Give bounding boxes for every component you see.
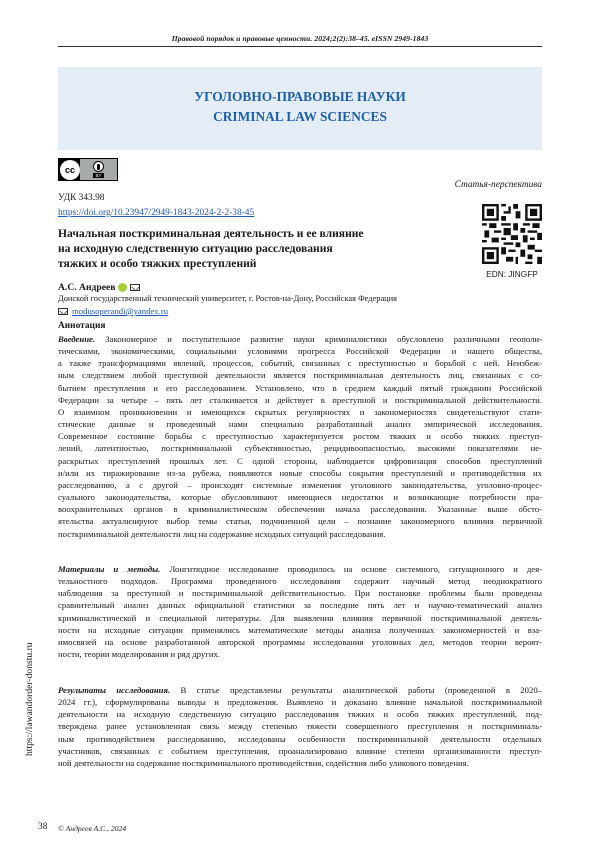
- qr-code-icon[interactable]: [482, 204, 542, 264]
- article-title: [58, 226, 403, 271]
- journal-url-vertical[interactable]: https://lawandorder-donstu.ru: [24, 642, 35, 756]
- abstract-results: Результаты исследования. В статье представлены результаты аналитической работы (проведенной в 2020– 2024 гг.), сформулированы выводы и предложения. Выявлено и доказано влияние начальной посткриминальной деятельности на исходную следственную ситуацию расследования тяжких и особо тяжких преступлений, под- тверждена ранее установленная связь между степенью тяжести совершенного преступления и посткриминаль- ным противодействием расследованию, исследованы особенности посткриминальной деятельности отдельных участников, связанных с событием преступления, проанализировано влияние степени организованности преступ- ной деятельности на содержание посткриминального противодействия, содействия либо уликового поведения.: [58, 685, 543, 768]
- email-link[interactable]: modusoperandi@yandex.ru: [72, 306, 169, 316]
- section-banner: [58, 67, 542, 150]
- email-line: [58, 306, 168, 316]
- article-type: Статья-перспектива: [454, 180, 542, 190]
- by-label: BY: [95, 173, 102, 178]
- udk-code: УДК 343.98: [58, 193, 105, 203]
- title-line: Начальная посткриминальная деятельность и ее влияние: [58, 227, 364, 240]
- cc-by-license-badge[interactable]: [58, 158, 118, 181]
- envelope-icon[interactable]: [130, 284, 140, 291]
- title-line: на исходную следственную ситуацию расследования: [58, 242, 333, 255]
- affiliation: Донской государственный технический университет, г. Ростов-на-Дону, Российская Федерация: [58, 294, 397, 303]
- author-name: А.С. Андреев: [58, 282, 116, 293]
- title-line: тяжких и особо тяжких преступлений: [58, 257, 257, 270]
- section-title-en: CRIMINAL LAW SCIENCES: [213, 109, 387, 124]
- section-title-ru: УГОЛОВНО-ПРАВОВЫЕ НАУКИ: [194, 89, 406, 104]
- envelope-icon: [58, 308, 68, 315]
- abstract-introduction: Введение. Закономерное и поступательное развитие науки криминалистики обусловлено различными геополи- тическими, экономическими, социальными условиями прогресса Российской Федерации и нашего общества, а также трансформациями явлений, процессов, событий, связанных с преступностью и борьбой с ней. Неизбеж- ным следствием любой преступной деятельности является посткриминальная деятельность лиц, связанных с со- бытием преступления и его расследованием. Установлено, что в среднем каждый пятый гражданин Российской Федерации за четыре – пять лет сталкивается и действует в преступной и посткриминальной действительности. О взаимном проникновении и имеющихся скрытых регулярностях и закономерностях свидетельствуют стати- стические данные и проведенный нами специально разработанный анализ эмпирической исследования. Современное состояние борьбы с преступностью характеризуется ростом тяжких и особо тяжких преступ- лений, латентностью, посткриминальной субъективностью, рецидивоопасностью, высокими показателями не- раскрытых преступлений прошлых лет. С одной стороны, наблюдается цифровизация способов преступлений и/или их тиражирование из-за рубежа, появляются новые способы сокрытия преступлений и противодействия их расследованию, а с другой – происходят системные изменения уголовного законодательства, уголовно-процес- суального законодательства, которые обусловливают имеющиеся недостатки и возникающие потребности пра- воохранительных органов в криминалистическом обеспечении начала расследования. Указанные выше обсто- ятельства актуализируют выбор темы статьи, подчиненной цели – познание закономерного влияния первичной посткриминальной деятельности лиц на содержание исходных ситуаций расследования.: [58, 334, 542, 539]
- header-rule: [58, 46, 542, 47]
- author-line: [58, 282, 140, 293]
- page-number: 38: [38, 822, 48, 832]
- person-icon: [93, 161, 104, 172]
- edn-code: EDN: JINGFP: [486, 269, 538, 279]
- orcid-icon[interactable]: [118, 283, 127, 292]
- copyright: © Андреев А.С., 2024: [58, 824, 127, 833]
- intro-label: Введение.: [58, 334, 96, 344]
- cc-logo-icon: cc: [60, 160, 80, 180]
- methods-label: Материалы и методы.: [58, 564, 161, 574]
- doi-link[interactable]: https://doi.org/10.23947/2949-1843-2024-2-2-38-45: [58, 208, 255, 218]
- abstract-heading: Аннотация: [58, 321, 106, 331]
- results-label: Результаты исследования.: [58, 685, 171, 695]
- running-header: Правовой порядок и правовые ценности. 2024;2(2):38–45. eISSN 2949-1843: [171, 34, 429, 43]
- abstract-methods: Материалы и методы. Лонгитюдное исследование проводилось на основе системного, ситуационного и дея- тельностного подходов. Программа проведенного исследования содержит научный метод неоднократного наблюдения за преступной и посткриминальной действительностью. При постановке проблемы были проведены сравнительный анализ данных официальной статистики за последние пять лет и научно-тематический анализ криминалистической и специальной литературы. Для выявления влияния первичной посткриминальной деятель- ности на исходные ситуации применялись математические методы анализа полученных закономерностей и вза- имосвязей на основе разработанной авторской программы исследования уголовных дел, методов теории вероят- ности, теории моделирования и ряд других.: [58, 564, 542, 660]
